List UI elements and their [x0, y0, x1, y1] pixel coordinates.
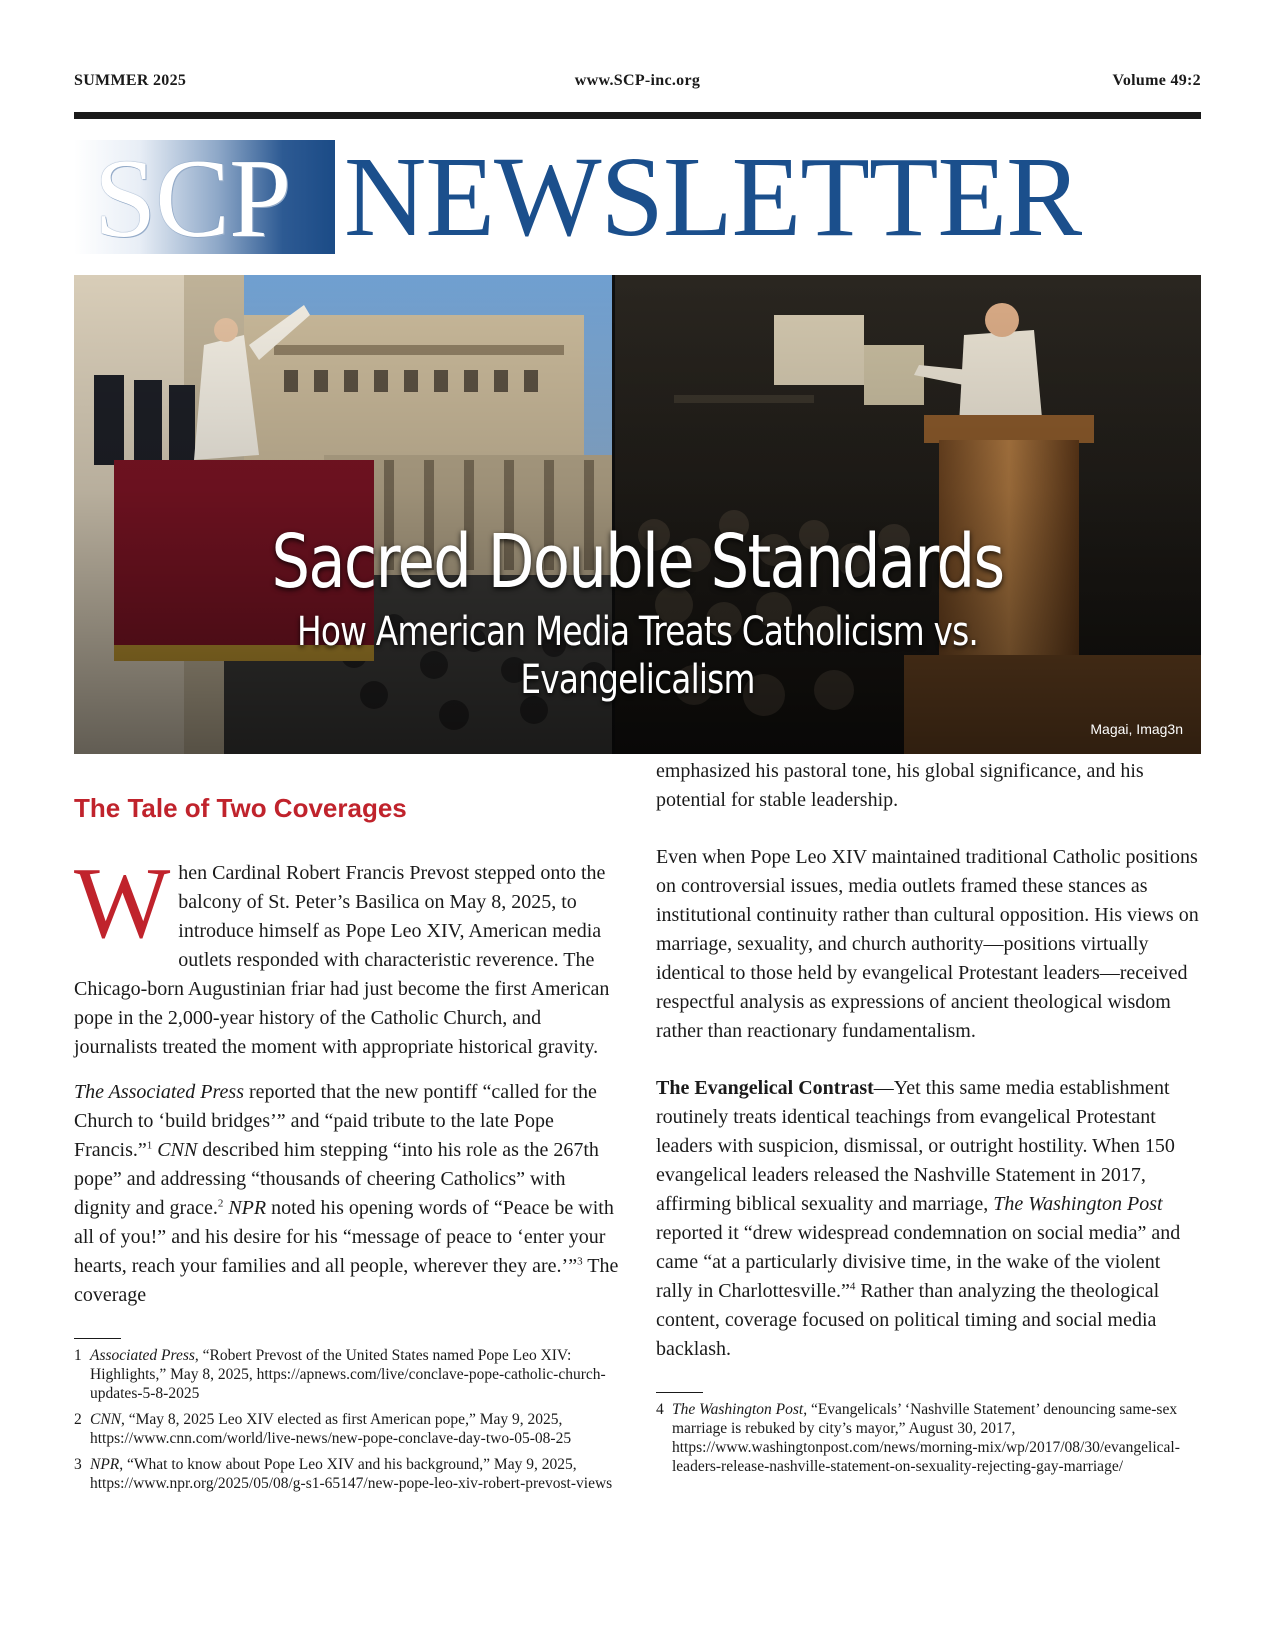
paragraph-coverage [74, 1078, 619, 1310]
paragraph-text: reported that the new pontiff “called for the Church to ‘build bridges’” and “paid tribute to the late Pope Francis.” [74, 1081, 597, 1161]
paragraph-text: The coverage [74, 1255, 619, 1306]
source-cnn: CNN [157, 1139, 198, 1161]
paragraph-evangelical-contrast [656, 1074, 1201, 1364]
issue-season: SUMMER 2025 [74, 72, 187, 89]
footnote-source: NPR [90, 1456, 120, 1473]
paragraph-continuity: Even when Pope Leo XIV maintained traditional Catholic positions on controversial issues, media outlets framed these stances as institutional continuity rather than cultural opposition. His views on marriage, sexuality, and church authority—positions virtually identical to those held by evangelical Protestant leaders—received respectful analysis as expressions of ancient theological wisdom rather than reactionary fundamentalism. [656, 846, 1199, 1042]
footnote-rule [74, 1338, 121, 1339]
footnote-number: 2 [74, 1411, 82, 1428]
footnote-text: , “Evangelicals’ ‘Nashville Statement’ denouncing same-sex marriage is rebuked by city’s mayor,” August 30, 2017, https://www.washingtonpost.com/news/morning-mix/wp/2017/08/30/evangelical-leaders-release-nashville-statement-on-sexuality-rejecting-gay-marriage/ [672, 1401, 1180, 1475]
footnote-rule [656, 1392, 703, 1393]
page-header [74, 72, 1201, 96]
footnote-2 [74, 1410, 619, 1448]
footnote-number: 3 [74, 1456, 82, 1473]
footnote-text: , “Robert Prevost of the United States named Pope Leo XIV: Highlights,” May 8, 2025, https://apnews.com/live/conclave-pope-catholic-church-updates-5-8-2025 [90, 1347, 606, 1402]
lead-paragraph [74, 847, 619, 1062]
footnote-4 [656, 1400, 1201, 1476]
footnote-1 [74, 1346, 619, 1403]
footnote-text: , “May 8, 2025 Leo XIV elected as first American pope,” May 9, 2025, https://www.cnn.com/world/live-news/new-pope-conclave-day-two-05-08-25 [90, 1411, 572, 1447]
left-column [74, 793, 619, 1493]
masthead-title: NEWSLETTER [344, 133, 1082, 260]
header-rule [74, 112, 1201, 119]
hero-subtitle: How American Media Treats Catholicism vs. Evangelicalism [297, 609, 978, 703]
lead-paragraph-text: hen Cardinal Robert Francis Prevost stepped onto the balcony of St. Peter’s Basilica on May 8, 2025, to introduce himself as Pope Leo XIV, American media outlets responded with characteristic reverence. The Chicago-born Augustinian friar had just become the first American pope in the 2,000-year history of the Catholic Church, and journalists treated the moment with appropriate historical gravity. [74, 862, 610, 1058]
footnote-ref-1[interactable]: 1 [146, 1139, 153, 1152]
image-credit: Magai, Imag3n [1090, 721, 1183, 737]
footnote-source: CNN [90, 1411, 122, 1428]
paragraph-text: reported it “drew widespread condemnation on social media” and came “at a particularly divisive time, in the wake of the violent rally in Charlottesville.” [656, 1222, 1181, 1302]
hero-title: Sacred Double Standards [271, 519, 1004, 605]
paragraph-text: noted his opening words of “Peace be with all of you!” and his desire for his “message of peace to ‘enter your hearts, reach your families and all people, wherever they are.’” [74, 1197, 614, 1277]
footnote-number: 1 [74, 1347, 82, 1364]
volume-number: Volume 49:2 [1112, 72, 1201, 89]
source-ap: The Associated Press [74, 1081, 244, 1103]
drop-cap: W [74, 847, 171, 960]
source-npr: NPR [228, 1197, 267, 1219]
source-washington-post: The Washington Post [993, 1193, 1163, 1215]
paragraph-text: —Yet this same media establishment routinely treats identical teachings from evangelical Protestant leaders with suspicion, dismissal, or outright hostility. When 150 evangelical leaders released the Nashville Statement in 2017, affirming biblical sexuality and marriage, [656, 1077, 1175, 1215]
scp-logo [74, 140, 335, 254]
footnote-ref-3[interactable]: 3 [577, 1255, 583, 1268]
paragraph-text: described him stepping “into his role as the 267th pope” and addressing “thousands of cheering Catholics” with dignity and grace. [74, 1139, 599, 1219]
masthead [74, 132, 1201, 260]
footnote-source: Associated Press [90, 1347, 195, 1364]
hero-image [74, 275, 1201, 754]
footnote-text: , “What to know about Pope Leo XIV and his background,” May 9, 2025, https://www.npr.org/2025/05/08/g-s1-65147/new-pope-leo-xiv-robert-prevost-views [90, 1456, 613, 1492]
footnote-number: 4 [656, 1401, 664, 1418]
run-in-heading: The Evangelical Contrast [656, 1077, 874, 1099]
footnote-ref-4[interactable]: 4 [849, 1280, 856, 1293]
paragraph-text: Rather than analyzing the theological content, coverage focused on political timing and social media backlash. [656, 1280, 1160, 1360]
footnote-source: The Washington Post [672, 1401, 804, 1418]
section-heading: The Tale of Two Coverages [74, 793, 407, 823]
website-url: www.SCP-inc.org [574, 72, 701, 89]
footnote-ref-2[interactable]: 2 [217, 1197, 224, 1210]
scp-logo-text: SCP [94, 140, 291, 254]
paragraph-continued: emphasized his pastoral tone, his global significance, and his potential for stable leadership. [656, 760, 1144, 811]
right-column [656, 757, 1201, 1476]
footnote-3 [74, 1455, 619, 1493]
